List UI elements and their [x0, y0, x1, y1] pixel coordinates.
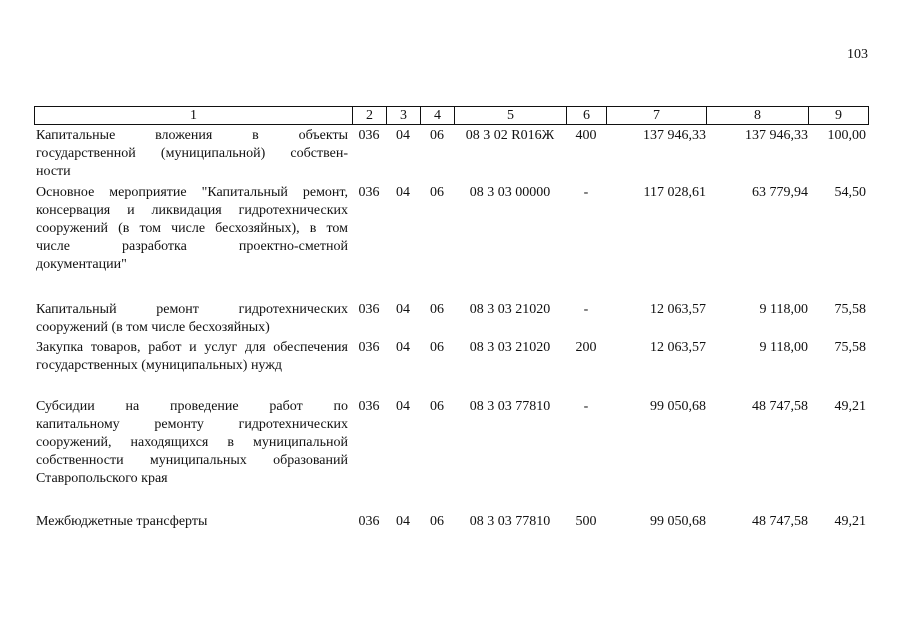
row-code-6: - — [583, 302, 589, 317]
row-value-7: 99 050,68 — [650, 514, 706, 529]
row-code-5: 08 3 03 21020 — [469, 340, 551, 355]
row-value-9: 54,50 — [834, 185, 866, 200]
row-code-3: 04 — [396, 399, 410, 414]
row-code-2: 036 — [358, 340, 380, 355]
column-header-9: 9 — [809, 107, 869, 125]
column-header-6: 6 — [567, 107, 607, 125]
row-name-line: ности — [36, 164, 71, 179]
row-code-2: 036 — [358, 399, 380, 414]
row-value-8: 48 747,58 — [752, 514, 808, 529]
row-name-line: сооружений (в том числе бесхозяйных) — [36, 320, 270, 335]
row-code-4: 06 — [430, 302, 444, 317]
row-code-6: - — [583, 399, 589, 414]
page-number: 103 — [847, 47, 868, 62]
row-name-line: собственности муниципальных образований — [36, 453, 348, 468]
row-code-6: - — [583, 185, 589, 200]
row-code-2: 036 — [358, 185, 380, 200]
row-code-6: 200 — [575, 340, 597, 355]
row-name-line: Капитальные вложения в объекты — [36, 128, 348, 143]
row-value-9: 75,58 — [834, 340, 866, 355]
row-name — [36, 513, 348, 531]
row-value-7: 117 028,61 — [643, 185, 706, 200]
row-code-2: 036 — [358, 302, 380, 317]
row-name — [36, 184, 348, 274]
row-code-5: 08 3 03 77810 — [469, 514, 551, 529]
row-code-5: 08 3 03 77810 — [469, 399, 551, 414]
row-name-line: капитальному ремонту гидротехнических — [36, 417, 348, 432]
row-name-line: Капитальный ремонт гидротехнических — [36, 302, 348, 317]
column-number-header — [34, 106, 869, 125]
row-code-6: 400 — [575, 128, 597, 143]
row-code-2: 036 — [358, 128, 380, 143]
row-value-8: 48 747,58 — [752, 399, 808, 414]
row-code-4: 06 — [430, 185, 444, 200]
row-name-line: Межбюджетные трансферты — [36, 514, 208, 529]
row-value-7: 12 063,57 — [650, 302, 706, 317]
row-name-line: консервация и ликвидация гидротехнических — [36, 203, 348, 218]
row-name-line: документации" — [36, 257, 127, 272]
row-code-3: 04 — [396, 514, 410, 529]
column-header-2: 2 — [353, 107, 387, 125]
row-name-line: Ставропольского края — [36, 471, 168, 486]
row-code-3: 04 — [396, 128, 410, 143]
row-value-7: 12 063,57 — [650, 340, 706, 355]
row-value-8: 63 779,94 — [752, 185, 808, 200]
row-value-7: 137 946,33 — [643, 128, 706, 143]
column-header-3: 3 — [387, 107, 421, 125]
row-name-line: государственных (муниципальных) нужд — [36, 358, 283, 373]
row-code-2: 036 — [358, 514, 380, 529]
row-value-8: 137 946,33 — [745, 128, 808, 143]
row-name-line: Основное мероприятие "Капитальный ремонт, — [36, 185, 348, 200]
row-name — [36, 339, 348, 375]
row-code-4: 06 — [430, 514, 444, 529]
row-code-6: 500 — [575, 514, 597, 529]
row-value-9: 75,58 — [834, 302, 866, 317]
row-name-line: числе разработка проектно-сметной — [36, 239, 348, 254]
row-value-7: 99 050,68 — [650, 399, 706, 414]
column-header-7: 7 — [607, 107, 707, 125]
row-code-3: 04 — [396, 340, 410, 355]
row-code-3: 04 — [396, 302, 410, 317]
column-header-5: 5 — [455, 107, 567, 125]
row-code-5: 08 3 03 00000 — [469, 185, 551, 200]
column-header-8: 8 — [707, 107, 809, 125]
column-header-1: 1 — [35, 107, 353, 125]
row-value-9: 49,21 — [834, 399, 866, 414]
row-code-3: 04 — [396, 185, 410, 200]
row-name-line: Закупка товаров, работ и услуг для обеспечения — [36, 340, 348, 355]
row-code-5: 08 3 03 21020 — [469, 302, 551, 317]
row-value-9: 100,00 — [827, 128, 866, 143]
row-value-9: 49,21 — [834, 514, 866, 529]
row-code-4: 06 — [430, 128, 444, 143]
row-name-line: Субсидии на проведение работ по — [36, 399, 348, 414]
column-header-4: 4 — [421, 107, 455, 125]
row-name — [36, 398, 348, 488]
row-name — [36, 127, 348, 181]
row-value-8: 9 118,00 — [759, 302, 808, 317]
row-name-line: сооружений (в том числе бесхозяйных), в том — [36, 221, 348, 236]
row-value-8: 9 118,00 — [759, 340, 808, 355]
row-name — [36, 301, 348, 337]
row-code-4: 06 — [430, 399, 444, 414]
row-code-5: 08 3 02 R016Ж — [465, 128, 555, 143]
row-name-line: государственной (муниципальной) собствен- — [36, 146, 348, 161]
row-code-4: 06 — [430, 340, 444, 355]
row-name-line: сооружений, находящихся в муниципальной — [36, 435, 348, 450]
